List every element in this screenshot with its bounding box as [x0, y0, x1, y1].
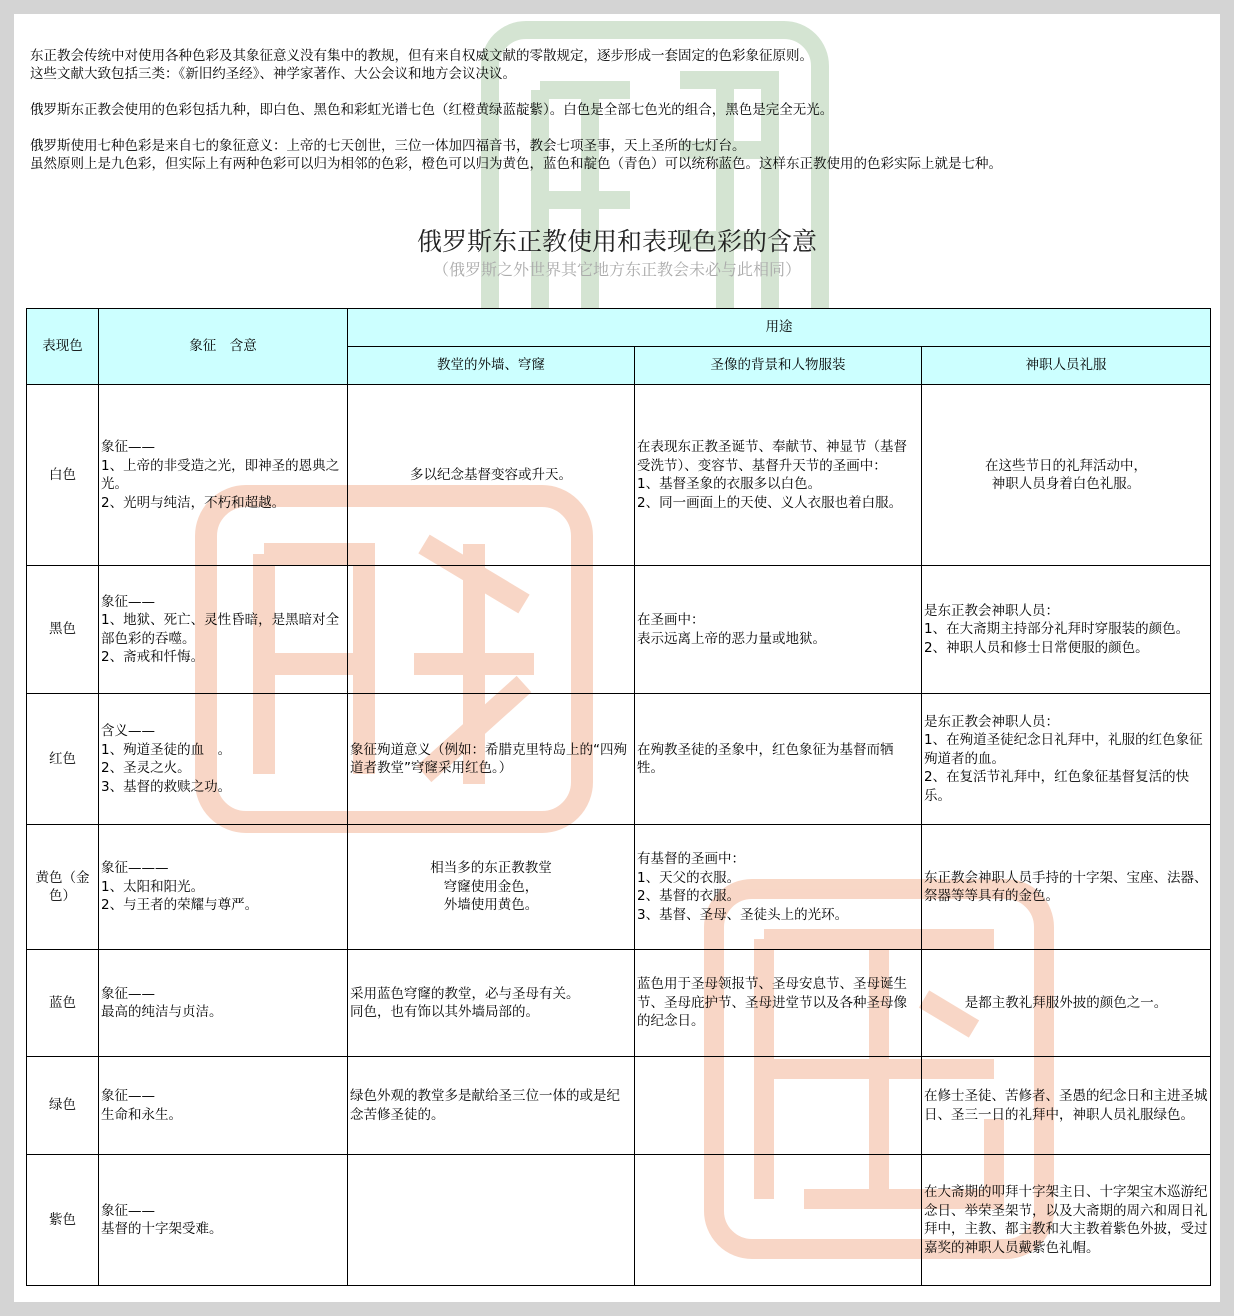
- cell-line: 1、在大斋期主持部分礼拜时穿服装的颜色。: [924, 621, 1190, 638]
- church-cell: [348, 825, 635, 950]
- cell-line: 在修士圣徒、苦修者、圣愚的纪念日和主进圣城日、圣三一日的礼拜中，神职人员礼服绿色。: [924, 1088, 1208, 1123]
- meaning-cell: [99, 566, 348, 694]
- cell-line: 是东正教会神职人员：: [924, 602, 1059, 619]
- cell-line: 3、基督的救赎之功。: [101, 778, 232, 795]
- color-name-cell: 白色: [27, 385, 99, 566]
- vestment-cell: [922, 1057, 1211, 1155]
- cell-line: 神职人员身着白色礼服。: [991, 476, 1141, 492]
- table-row: [27, 385, 1211, 566]
- table-row: [27, 1155, 1211, 1286]
- meaning-cell: [99, 950, 348, 1057]
- cell-line: 穹窿使用金色，: [443, 878, 539, 895]
- icon-usage-cell: [635, 385, 922, 566]
- cell-line: 多以纪念基督变容或升天。: [410, 466, 572, 483]
- cell-line: 1、殉道圣徒的血 。: [101, 741, 232, 758]
- church-cell: [348, 1155, 635, 1286]
- church-cell: [348, 950, 635, 1057]
- cell-line: 相当多的东正教教堂: [430, 860, 552, 877]
- header-meaning: 象征 含意: [99, 309, 348, 385]
- cell-line: 2、圣灵之火。: [101, 760, 191, 776]
- church-cell: [348, 566, 635, 694]
- table-body: [27, 385, 1211, 1286]
- cell-line: 有基督的圣画中：: [637, 851, 745, 867]
- church-cell: [348, 694, 635, 825]
- cell-line: 2、基督的衣服。: [637, 888, 741, 904]
- cell-line: 2、同一画面上的天使、义人衣服也着白服。: [637, 494, 903, 511]
- cell-line: 在大斋期的叩拜十字架主日、十字架宝木巡游纪念日、举荣圣架节，以及大斋期的周六和周日礼拜中，主教、都主教和大主教着紫色外披，受过嘉奖的神职人员戴紫色礼帽。: [924, 1184, 1208, 1256]
- meaning-cell: [99, 825, 348, 950]
- cell-line: 1、基督圣象的衣服多以白色。: [637, 476, 822, 492]
- vestment-cell: [922, 385, 1211, 566]
- cell-line: 2、光明与纯洁，不朽和超越。: [101, 494, 286, 511]
- page-subtitle: （俄罗斯之外世界其它地方东正教会未必与此相同）: [432, 260, 801, 279]
- table-row: [27, 566, 1211, 694]
- cell-line: 表示远离上帝的恶力量或地狱。: [637, 630, 826, 647]
- icon-usage-cell: [635, 566, 922, 694]
- intro-line: 虽然原则上是九色彩，但实际上有两种色彩可以归为相邻的色彩，橙色可以归为黄色，蓝色和靛色（青色）可以统称蓝色。这样东正教使用的色彩实际上就是七种。: [30, 156, 1002, 172]
- cell-line: 2、在复活节礼拜中，红色象征基督复活的快乐。: [924, 769, 1190, 804]
- cell-line: 生命和永生。: [101, 1106, 182, 1123]
- cell-line: 象征———: [101, 860, 169, 877]
- meaning-cell: [99, 1057, 348, 1155]
- vestment-cell: [922, 694, 1211, 825]
- cell-line: 蓝色用于圣母领报节、圣母安息节、圣母诞生节、圣母庇护节、圣母进堂节以及各种圣母像的纪念日。: [637, 976, 907, 1030]
- cell-line: 1、天父的衣服。: [637, 869, 741, 886]
- header-usage: 用途: [348, 309, 1211, 347]
- cell-line: 3、基督、圣母、圣徒头上的光环。: [637, 906, 849, 923]
- cell-line: 是都主教礼拜服外披的颜色之一。: [964, 994, 1168, 1011]
- header-icon: 圣像的背景和人物服装: [635, 347, 922, 385]
- page-title: 俄罗斯东正教使用和表现色彩的含意: [416, 227, 817, 256]
- table-row: [27, 1057, 1211, 1155]
- page-frame: [14, 14, 1220, 1302]
- cell-line: 象征——: [101, 985, 155, 1002]
- cell-line: 象征——: [101, 1088, 155, 1104]
- intro-line: 俄罗斯东正教会使用的色彩包括九种，即白色、黑色和彩虹光谱七色（红橙黄绿蓝靛紫）。白色是全部七色光的组合，黑色是完全无光。: [30, 102, 834, 118]
- cell-line: 基督的十字架受难。: [101, 1221, 223, 1237]
- icon-usage-cell: [635, 825, 922, 950]
- cell-line: 1、上帝的非受造之光，即神圣的恩典之光。: [101, 457, 340, 492]
- cell-line: 1、在殉道圣徒纪念日礼拜中，礼服的红色象征殉道者的血。: [924, 732, 1203, 767]
- intro-paragraph: [30, 101, 1210, 119]
- meaning-cell: [99, 1155, 348, 1286]
- icon-usage-cell: [635, 1057, 922, 1155]
- cell-line: 是东正教会神职人员：: [924, 713, 1059, 730]
- cell-line: 最高的纯洁与贞洁。: [101, 1004, 223, 1020]
- header-vestment: 神职人员礼服: [922, 347, 1211, 385]
- header-church: 教堂的外墙、穹窿: [348, 347, 635, 385]
- vestment-cell: [922, 1155, 1211, 1286]
- intro-line: 俄罗斯使用七种色彩是来自七的象征意义：上帝的七天创世，三位一体加四福音书，教会七项圣事，天上圣所的七灯台。: [30, 138, 746, 154]
- meaning-cell: [99, 385, 348, 566]
- meaning-cell: [99, 694, 348, 825]
- color-name-cell: 黑色: [27, 566, 99, 694]
- icon-usage-cell: [635, 694, 922, 825]
- cell-line: 东正教会神职人员手持的十字架、宝座、法器、祭器等等具有的金色。: [924, 869, 1208, 904]
- cell-line: 含义——: [101, 723, 155, 739]
- cell-line: 象征——: [101, 593, 155, 610]
- color-name-cell: 紫色: [27, 1155, 99, 1286]
- cell-line: 2、神职人员和修士日常便服的颜色。: [924, 639, 1149, 656]
- cell-line: 象征——: [101, 1202, 155, 1219]
- cell-line: 2、与王者的荣耀与尊严。: [101, 897, 259, 914]
- header-color: 表现色: [27, 309, 99, 385]
- cell-line: 采用蓝色穹窿的教堂，必与圣母有关。: [350, 985, 580, 1002]
- vestment-cell: [922, 950, 1211, 1057]
- cell-line: 象征——: [101, 439, 155, 455]
- icon-usage-cell: [635, 950, 922, 1057]
- church-cell: [348, 1057, 635, 1155]
- vestment-cell: [922, 566, 1211, 694]
- cell-line: 在殉教圣徒的圣象中，红色象征为基督而牺牲。: [637, 741, 894, 776]
- icon-usage-cell: [635, 1155, 922, 1286]
- cell-line: 在圣画中：: [637, 612, 705, 628]
- table-row: [27, 694, 1211, 825]
- color-name-cell: 黄色（金色）: [27, 825, 99, 950]
- intro-line: 东正教会传统中对使用各种色彩及其象征意义没有集中的教规，但有来自权威文献的零散规定，逐步形成一套固定的色彩象征原则。: [30, 48, 813, 64]
- cell-line: 象征殉道意义（例如：希腊克里特岛上的“四殉道者教堂”穹窿采用红色。）: [350, 741, 627, 776]
- cell-line: 2、斋戒和忏悔。: [101, 649, 205, 665]
- cell-line: 在表现东正教圣诞节、奉献节、神显节（基督受洗节）、变容节、基督升天节的圣画中：: [637, 439, 907, 474]
- cell-line: 外墙使用黄色。: [443, 897, 539, 914]
- vestment-cell: [922, 825, 1211, 950]
- cell-line: 绿色外观的教堂多是献给圣三位一体的或是纪念苦修圣徒的。: [350, 1088, 620, 1123]
- intro-text: [30, 47, 1210, 191]
- table-row: [27, 825, 1211, 950]
- cell-line: 在这些节日的礼拜活动中，: [985, 457, 1148, 474]
- color-name-cell: 红色: [27, 694, 99, 825]
- table-header-row: [27, 309, 1211, 347]
- intro-line: 这些文献大致包括三类：《新旧约圣经》、神学家著作、大公会议和地方会议决议。: [30, 66, 516, 82]
- color-name-cell: 蓝色: [27, 950, 99, 1057]
- cell-line: 1、地狱、死亡、灵性昏暗，是黑暗对全部色彩的吞噬。: [101, 612, 340, 647]
- color-name-cell: 绿色: [27, 1057, 99, 1155]
- intro-paragraph: [30, 47, 1210, 83]
- table-row: [27, 950, 1211, 1057]
- cell-line: 1、太阳和阳光。: [101, 878, 205, 895]
- church-cell: [348, 385, 635, 566]
- color-meaning-table: [26, 308, 1211, 1286]
- cell-line: 同色，也有饰以其外墙局部的。: [350, 1004, 539, 1020]
- intro-paragraph: [30, 137, 1210, 173]
